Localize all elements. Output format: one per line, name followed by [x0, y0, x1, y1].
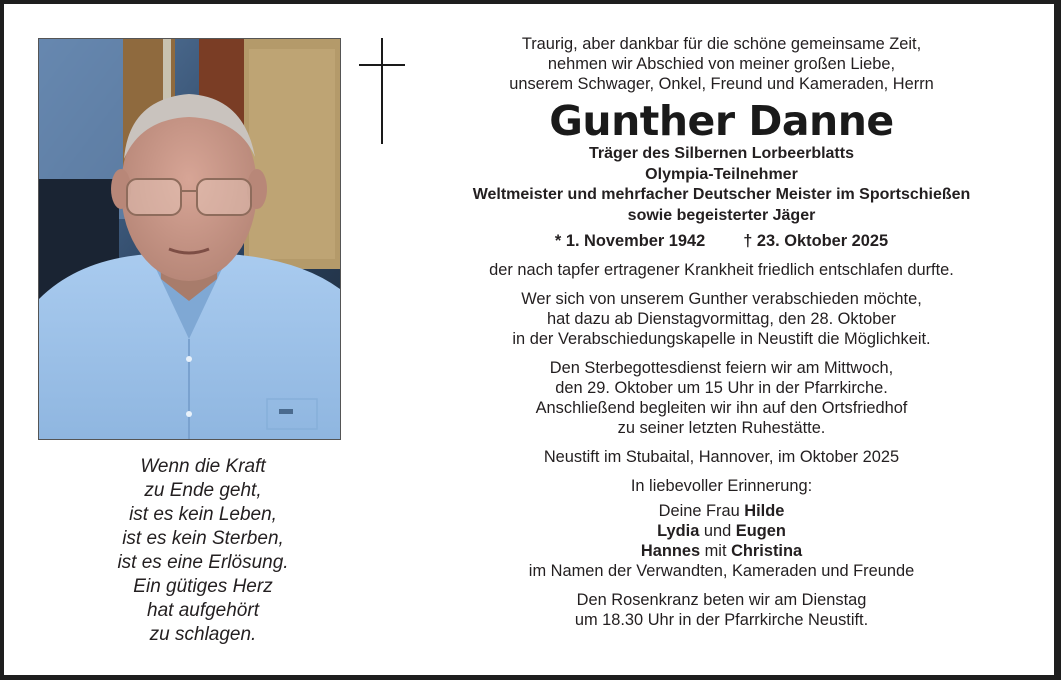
rosary-line: um 18.30 Uhr in der Pfarrkirche Neustift.: [574, 611, 869, 629]
honor-line: sowie begeisterter Jäger: [627, 206, 816, 224]
service-line: zu seiner letzten Ruhestätte.: [617, 419, 826, 437]
mourner-name: Lydia: [657, 522, 700, 540]
intro-paragraph: [434, 34, 1009, 94]
honor-line: Träger des Silbernen Lorbeerblatts: [589, 145, 854, 162]
poem-line: hat aufgehört: [147, 600, 259, 621]
rosary-line: Den Rosenkranz beten wir am Dienstag: [576, 591, 867, 609]
cross-icon: [359, 38, 405, 144]
service-paragraph: [434, 358, 1009, 438]
cross-vertical-bar: [381, 38, 383, 144]
portrait-photo: [38, 38, 341, 440]
poem-line: ist es eine Erlösung.: [117, 552, 289, 573]
mourners-block: [434, 476, 1009, 581]
poem-line: Wenn die Kraft: [140, 456, 266, 477]
intro-line: unserem Schwager, Onkel, Freund und Kameraden, Herrn: [509, 75, 934, 93]
life-dates: [434, 231, 1009, 251]
poem-line: zu Ende geht,: [144, 480, 262, 501]
mourner-name: Eugen: [735, 522, 786, 540]
mourner-conjunction: und: [699, 522, 736, 540]
poem-line: ist es kein Leben,: [129, 504, 277, 525]
cross-horizontal-bar: [359, 64, 405, 66]
service-line: Anschließend begleiten wir ihn auf den Ortsfriedhof: [535, 399, 908, 417]
farewell-paragraph: [434, 289, 1009, 349]
intro-line: nehmen wir Abschied von meiner großen Liebe,: [547, 55, 896, 73]
honor-line: Olympia-Teilnehmer: [645, 165, 798, 183]
mourner-name: Hilde: [744, 502, 785, 520]
obituary-text: [434, 34, 1009, 630]
mourners-heading: In liebevoller Erinnerung:: [630, 477, 813, 495]
mourner-conjunction: mit: [700, 542, 732, 560]
poem-line: Ein gütiges Herz: [133, 576, 273, 597]
mourner-name: Hannes: [640, 542, 701, 560]
death-date: † 23. Oktober 2025: [743, 232, 889, 250]
mourners-closing: im Namen der Verwandten, Kameraden und Freunde: [528, 562, 915, 580]
rosary-paragraph: [434, 590, 1009, 630]
mourner-line-children-2: [434, 541, 1009, 561]
farewell-line: in der Verabschiedungskapelle in Neustift die Möglichkeit.: [512, 330, 931, 348]
birth-date: * 1. November 1942: [554, 232, 706, 250]
poem-line: zu schlagen.: [149, 624, 257, 645]
poem-line: ist es kein Sterben,: [122, 528, 284, 549]
mourner-prefix: Deine Frau: [658, 502, 745, 520]
service-line: Den Sterbegottesdienst feiern wir am Mittwoch,: [549, 359, 894, 377]
mourner-line-children-1: [434, 521, 1009, 541]
service-line: den 29. Oktober um 15 Uhr in der Pfarrkirche.: [555, 379, 888, 397]
intro-line: Traurig, aber dankbar für die schöne gemeinsame Zeit,: [521, 35, 922, 53]
farewell-line: Wer sich von unserem Gunther verabschieden möchte,: [521, 290, 922, 308]
honor-line: Weltmeister und mehrfacher Deutscher Meister im Sportschießen: [472, 186, 971, 203]
obituary-card: [4, 4, 1054, 675]
portrait-image: [39, 39, 340, 439]
deceased-name: Gunther Danne: [549, 97, 894, 145]
honors-list: [434, 144, 1009, 226]
mourner-line-spouse: [434, 501, 1009, 521]
mourner-name: Christina: [731, 542, 803, 560]
farewell-line: hat dazu ab Dienstagvormittag, den 28. Oktober: [547, 310, 896, 328]
place-date: Neustift im Stubaital, Hannover, im Oktober 2025: [543, 448, 900, 466]
memorial-poem: [88, 455, 318, 647]
passing-line: der nach tapfer ertragener Krankheit friedlich entschlafen durfte.: [489, 261, 954, 279]
